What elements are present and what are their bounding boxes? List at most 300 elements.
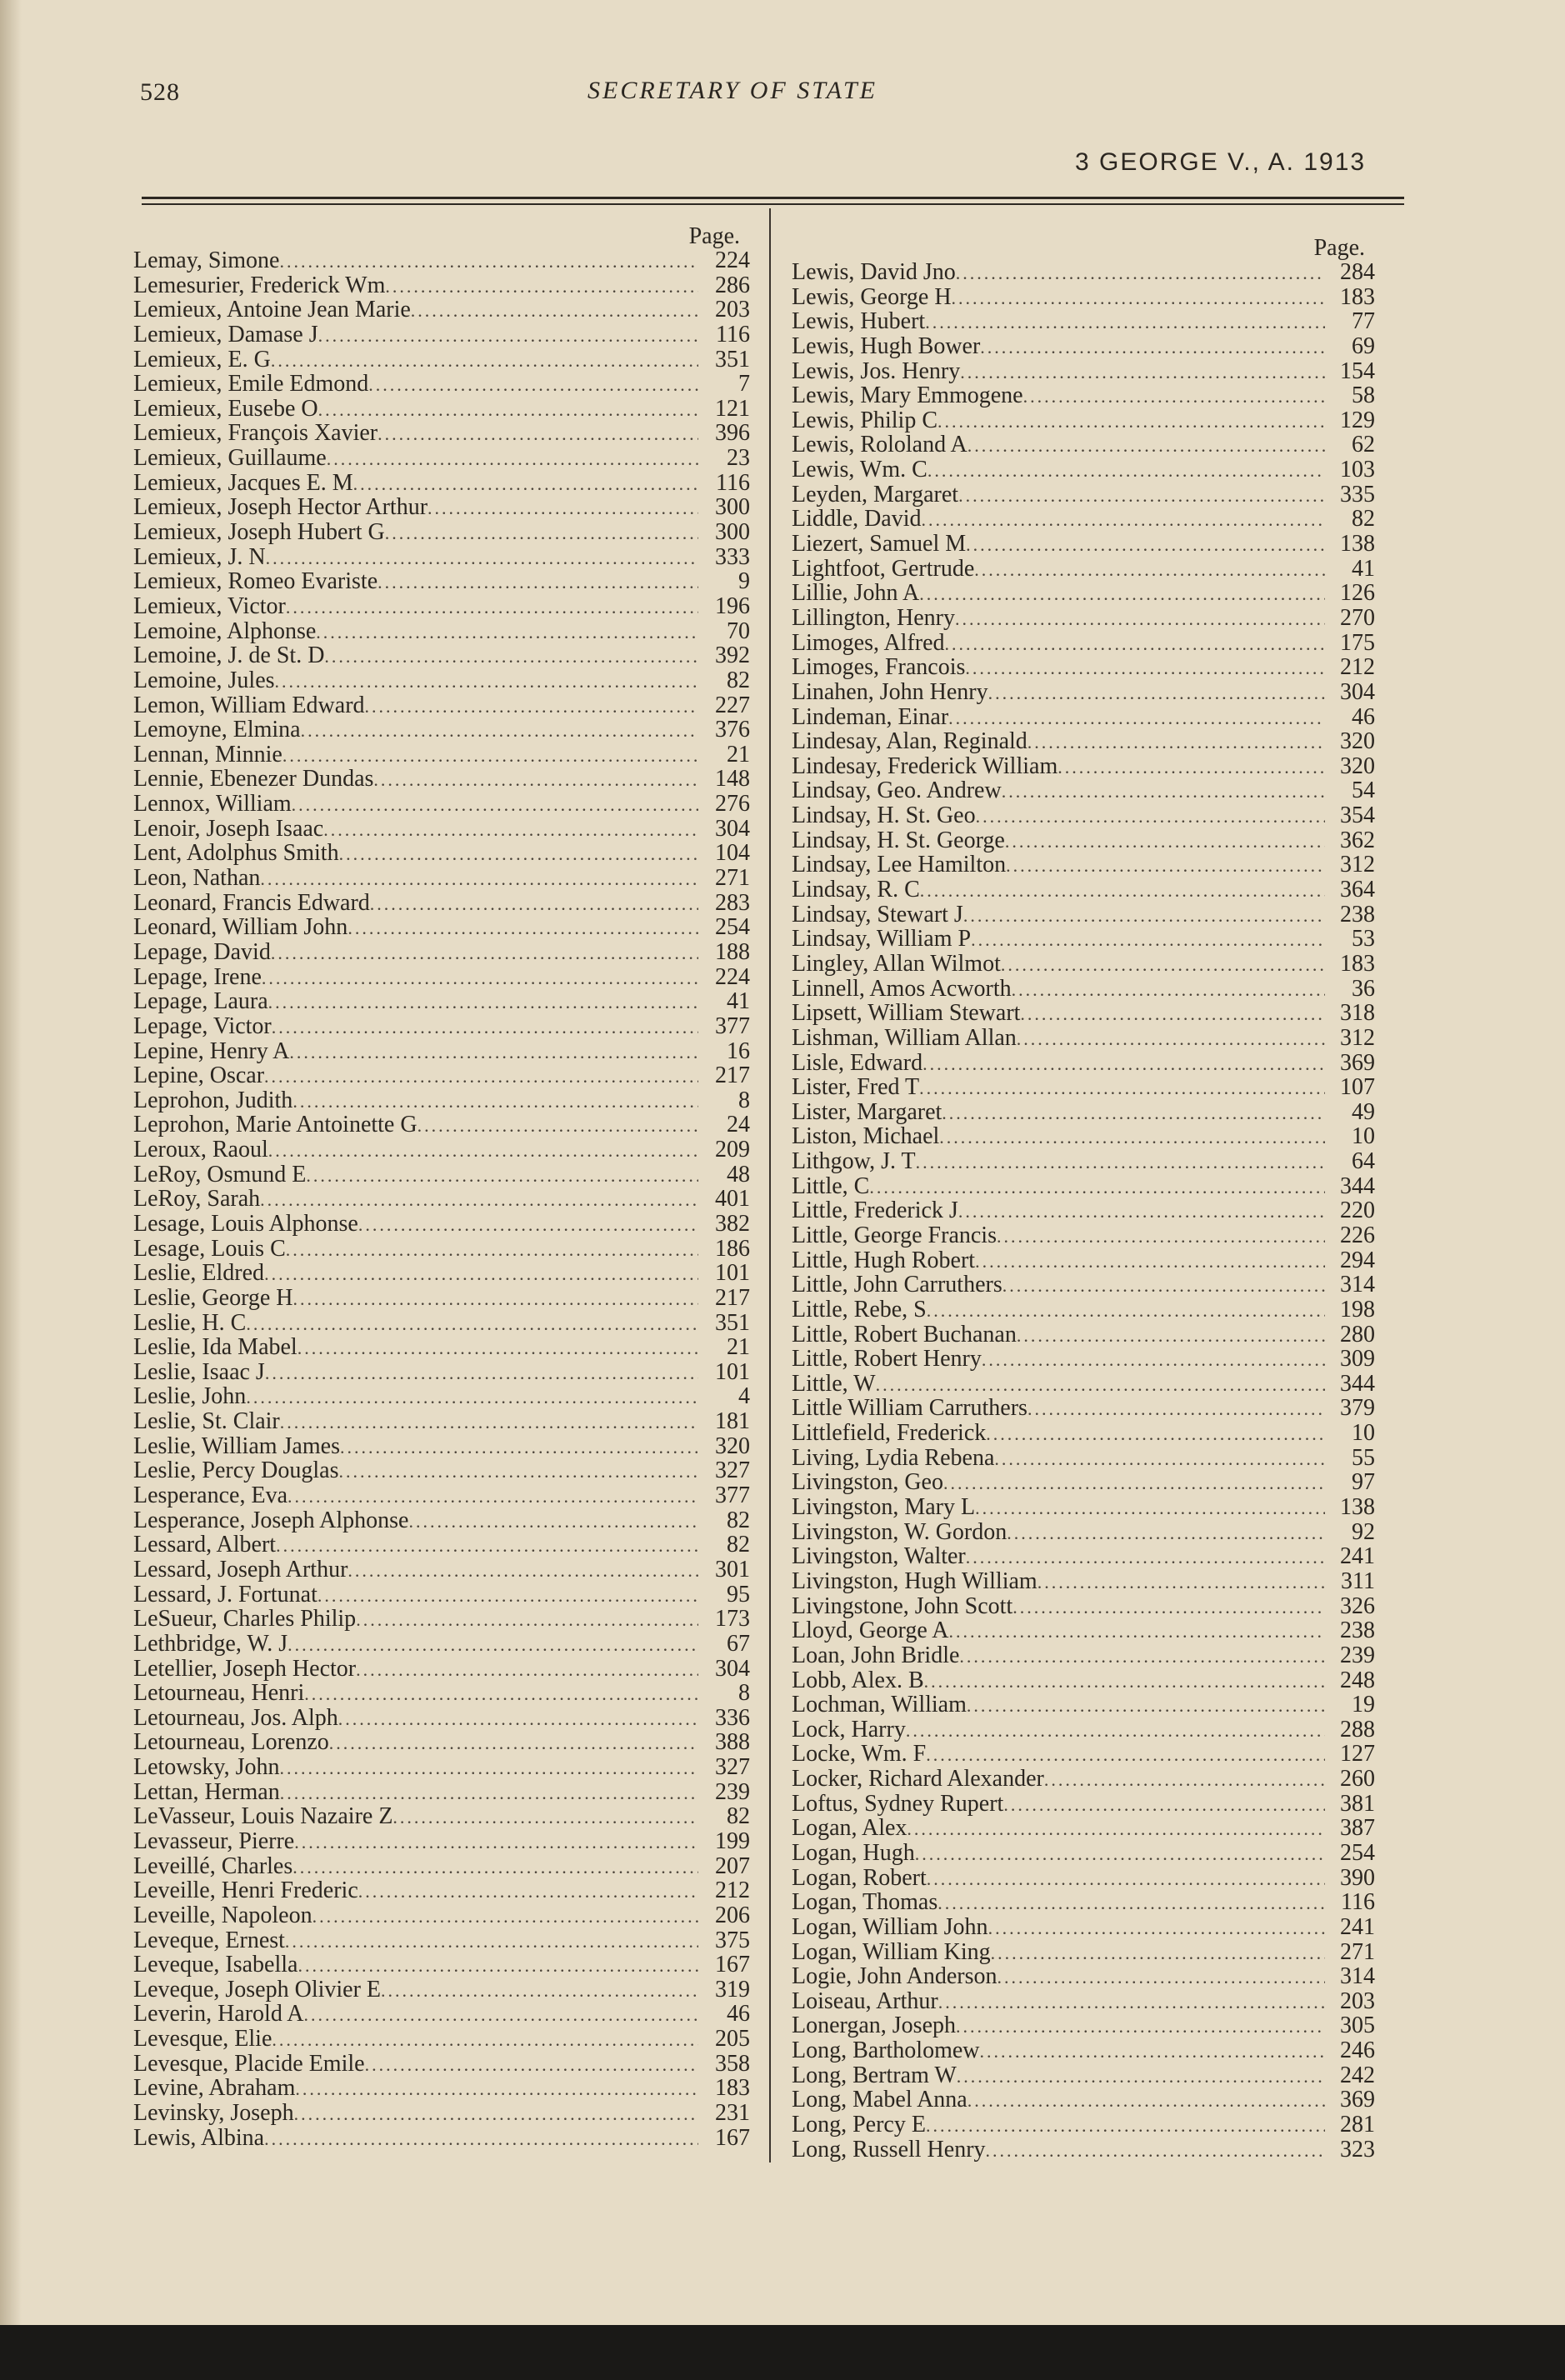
entry-name: Lewis, David Jno [792, 259, 956, 285]
entry-name: Lemieux, E. G [133, 346, 271, 372]
leader-dots [280, 1781, 698, 1805]
entry-page-number: 10 [1352, 1123, 1375, 1150]
index-entry [133, 891, 750, 916]
index-entry [133, 1878, 750, 1903]
leader-dots [926, 2113, 1325, 2138]
entry-page-number: 203 [715, 297, 750, 323]
entry-page-number: 362 [1340, 827, 1375, 853]
entry-page-number: 248 [1340, 1667, 1375, 1693]
leader-dots [368, 372, 698, 397]
leader-dots [304, 2002, 699, 2027]
leader-dots [1006, 853, 1325, 878]
leader-dots [356, 1658, 698, 1682]
leader-dots [288, 1632, 698, 1657]
entry-page-number: 54 [1352, 778, 1375, 804]
entry-page-number: 36 [1352, 975, 1375, 1002]
entry-page-number: 183 [1340, 950, 1375, 977]
index-entry [792, 1618, 1375, 1643]
leader-dots [304, 1682, 698, 1706]
leader-dots [339, 1459, 699, 1483]
entry-name: Livingston, Hugh William [792, 1568, 1038, 1594]
index-entry [133, 1434, 750, 1459]
entry-page-number: 369 [1340, 1049, 1375, 1076]
entry-page-number: 126 [1340, 580, 1375, 607]
leader-dots [919, 582, 1325, 606]
column-divider [769, 208, 771, 2162]
leader-dots [916, 1150, 1325, 1174]
leader-dots [272, 2028, 698, 2052]
entry-name: Lessard, Albert [133, 1532, 277, 1558]
leader-dots [1007, 1521, 1325, 1545]
entry-page-number: 48 [727, 1161, 750, 1188]
entry-page-number: 203 [1340, 1988, 1375, 2014]
index-entry [133, 1854, 750, 1879]
index-entry [792, 383, 1375, 408]
entry-name: Lingley, Allan Wilmot [792, 950, 1001, 977]
leader-dots [924, 1669, 1325, 1693]
entry-name: Little, John Carruthers [792, 1272, 1002, 1298]
entry-page-number: 196 [715, 592, 750, 619]
entry-name: Letourneau, Jos. Alph [133, 1704, 338, 1731]
leader-dots [971, 928, 1325, 952]
leader-dots [246, 1312, 698, 1336]
index-entry [133, 1187, 750, 1212]
entry-name: Lithgow, J. T [792, 1148, 916, 1175]
leader-dots [920, 878, 1325, 902]
entry-name: Letellier, Joseph Hector [133, 1655, 357, 1682]
index-entry [792, 1372, 1375, 1397]
entry-name: Leslie, St. Clair [133, 1408, 280, 1435]
leader-dots [293, 1287, 698, 1311]
index-entry [792, 557, 1375, 582]
entry-name: Lethbridge, W. J [133, 1630, 288, 1657]
entry-page-number: 304 [715, 1655, 750, 1682]
entry-name: Letourneau, Lorenzo [133, 1729, 329, 1756]
index-entry [133, 989, 750, 1014]
entry-name: Livingston, Geo [792, 1469, 943, 1496]
index-entry [133, 915, 750, 940]
entry-name: Leveille, Henri Frederic [133, 1878, 358, 1904]
entry-page-number: 209 [715, 1137, 750, 1163]
entry-page-number: 312 [1340, 1024, 1375, 1051]
index-list-left [133, 248, 750, 2150]
leader-dots [906, 1718, 1325, 1742]
entry-name: Lewis, Albina [133, 2124, 265, 2151]
leader-dots [1001, 952, 1325, 977]
entry-name: Leveque, Ernest [133, 1927, 285, 1953]
leader-dots [264, 2127, 698, 2151]
index-entry [792, 1742, 1375, 1767]
entry-page-number: 62 [1352, 432, 1375, 458]
entry-page-number: 241 [1340, 1913, 1375, 1940]
entry-name: Lindsay, H. St. Geo [792, 802, 976, 829]
entry-name: Lepine, Henry A [133, 1038, 290, 1064]
leader-dots [289, 1040, 698, 1064]
scan-background [0, 2325, 1565, 2380]
entry-name: Lemieux, Jacques E. M [133, 469, 353, 496]
leader-dots [385, 521, 698, 545]
entry-page-number: 305 [1340, 2012, 1375, 2039]
entry-page-number: 283 [715, 889, 750, 916]
leader-dots [955, 607, 1325, 631]
index-entry [792, 1248, 1375, 1273]
leader-dots [869, 1175, 1325, 1199]
entry-name: Lenoir, Joseph Isaac [133, 815, 324, 842]
entry-name: LeRoy, Osmund E [133, 1161, 307, 1188]
leader-dots [1005, 829, 1325, 853]
leader-dots [294, 1830, 698, 1854]
leader-dots [938, 1990, 1325, 2014]
leader-dots [272, 1015, 698, 1039]
entry-name: Lindesay, Alan, Reginald [792, 728, 1028, 755]
entry-name: Lent, Adolphus Smith [133, 840, 339, 867]
leader-dots [306, 1163, 698, 1188]
entry-page-number: 207 [715, 1852, 750, 1879]
leader-dots [295, 2077, 698, 2101]
entry-page-number: 116 [1341, 1889, 1375, 1916]
leader-dots [974, 558, 1325, 582]
index-entry [792, 1940, 1375, 1965]
page-column-label-right: Page. [1313, 235, 1365, 261]
entry-page-number: 392 [715, 642, 750, 669]
entry-page-number: 224 [715, 248, 750, 273]
leader-dots [276, 1533, 698, 1558]
entry-name: Lemoine, J. de St. D [133, 642, 325, 669]
entry-page-number: 320 [1340, 728, 1375, 755]
entry-name: Lemoine, Jules [133, 667, 275, 693]
leader-dots [260, 1188, 698, 1212]
entry-name: Livingstone, John Scott [792, 1592, 1013, 1619]
leader-dots [957, 2064, 1325, 2088]
index-entry [133, 1978, 750, 2002]
page-spine-shadow [0, 0, 22, 2325]
leader-dots [922, 1052, 1325, 1076]
entry-page-number: 246 [1340, 2038, 1375, 2064]
index-entry [792, 927, 1375, 952]
leader-dots [385, 274, 698, 298]
entry-page-number: 19 [1352, 1692, 1375, 1718]
entry-name: Loiseau, Arthur [792, 1988, 938, 2014]
entry-name: Levinsky, Joseph [133, 2100, 294, 2127]
index-entry [792, 1520, 1375, 1545]
index-entry [792, 852, 1375, 878]
entry-page-number: 351 [715, 346, 750, 372]
entry-name: Lemieux, Eusebe O [133, 395, 318, 422]
entry-page-number: 7 [738, 371, 750, 398]
leader-dots [378, 570, 698, 594]
leader-dots [279, 249, 698, 273]
leader-dots [268, 990, 698, 1014]
index-entry [792, 1866, 1375, 1891]
entry-page-number: 281 [1340, 2112, 1375, 2138]
entry-page-number: 354 [1340, 802, 1375, 829]
index-entry [133, 1532, 750, 1558]
entry-name: Leveillé, Charles [133, 1852, 293, 1879]
index-entry [133, 1014, 750, 1039]
entry-name: Long, Bertram W [792, 2062, 957, 2088]
leader-dots [980, 2039, 1325, 2063]
entry-name: Lindsay, Stewart J [792, 901, 963, 928]
entry-page-number: 301 [715, 1556, 750, 1582]
index-entry [133, 718, 750, 742]
index-entry [792, 803, 1375, 828]
entry-name: Lennie, Ebenezer Dundas [133, 766, 374, 792]
entry-name: Lemieux, Guillaume [133, 445, 327, 472]
entry-page-number: 388 [715, 1729, 750, 1756]
index-entry [133, 643, 750, 668]
entry-page-number: 351 [715, 1309, 750, 1336]
leader-dots [266, 546, 698, 570]
entry-page-number: 382 [715, 1210, 750, 1237]
index-entry [792, 1396, 1375, 1421]
leader-dots [956, 261, 1325, 285]
entry-page-number: 186 [715, 1235, 750, 1262]
entry-name: Livingston, Mary L [792, 1494, 976, 1521]
index-entry [792, 1495, 1375, 1520]
index-entry [792, 1223, 1375, 1248]
entry-page-number: 148 [715, 766, 750, 792]
leader-dots [986, 2138, 1325, 2162]
leader-dots [1012, 978, 1325, 1002]
leader-dots [967, 1693, 1325, 1718]
leader-dots [965, 656, 1325, 680]
index-entry [133, 2027, 750, 2052]
index-entry [792, 878, 1375, 902]
entry-name: Lessard, Joseph Arthur [133, 1556, 348, 1582]
index-entry [792, 2063, 1375, 2088]
entry-page-number: 41 [1352, 555, 1375, 582]
entry-page-number: 284 [1340, 259, 1375, 285]
index-entry [133, 372, 750, 397]
entry-page-number: 280 [1340, 1321, 1375, 1348]
index-entry [792, 1643, 1375, 1668]
index-entry [133, 693, 750, 718]
entry-name: Lemon, William Edward [133, 692, 365, 718]
index-entry [133, 348, 750, 372]
leader-dots [265, 1361, 698, 1385]
entry-name: Lindsay, H. St. George [792, 827, 1005, 853]
index-entry [133, 1582, 750, 1608]
index-entry [133, 1706, 750, 1731]
leader-dots [370, 892, 698, 916]
entry-name: Lishman, William Allan [792, 1024, 1017, 1051]
leader-dots [329, 1731, 698, 1755]
entry-name: Lepage, Laura [133, 988, 268, 1015]
leader-dots [282, 743, 698, 768]
entry-page-number: 9 [738, 568, 750, 595]
entry-name: Livingston, W. Gordon [792, 1518, 1008, 1545]
leader-dots [963, 903, 1325, 928]
entry-page-number: 270 [1340, 604, 1375, 631]
entry-name: Lemesurier, Frederick Wm [133, 272, 386, 298]
entry-page-number: 205 [715, 2026, 750, 2052]
entry-page-number: 333 [715, 543, 750, 570]
entry-name: Little, Robert Buchanan [792, 1321, 1017, 1348]
entry-page-number: 239 [715, 1778, 750, 1805]
entry-name: Lepage, Victor [133, 1012, 272, 1039]
entry-page-number: 387 [1340, 1815, 1375, 1842]
index-entry [133, 471, 750, 496]
entry-name: Long, Bartholomew [792, 2038, 980, 2064]
index-entry [792, 1100, 1375, 1125]
leader-dots [318, 1583, 698, 1608]
index-entry [792, 1174, 1375, 1199]
leader-dots [1017, 1027, 1325, 1051]
entry-name: Lemieux, Romeo Evariste [133, 568, 378, 595]
entry-name: Lewis, Philip C [792, 407, 938, 433]
leader-dots [260, 867, 698, 891]
index-entry [792, 705, 1375, 730]
entry-page-number: 231 [715, 2100, 750, 2127]
leader-dots [939, 1125, 1325, 1149]
leader-dots [262, 966, 698, 990]
entry-page-number: 314 [1340, 1963, 1375, 1990]
index-column-left [133, 223, 750, 2150]
entry-name: Lipsett, William Stewart [792, 1000, 1021, 1027]
leader-dots [966, 1545, 1325, 1569]
entry-name: Levine, Abraham [133, 2075, 296, 2102]
entry-page-number: 312 [1340, 852, 1375, 878]
leader-dots [292, 792, 698, 817]
leader-dots [418, 1113, 698, 1138]
entry-page-number: 254 [1340, 1840, 1375, 1866]
leader-dots [286, 595, 698, 619]
leader-dots [316, 620, 698, 644]
entry-name: Leverin, Harold A [133, 2001, 304, 2028]
index-list-right [792, 260, 1375, 2162]
index-entry [133, 1112, 750, 1138]
index-entry [133, 2101, 750, 2126]
entry-name: Leonard, William John [133, 914, 348, 941]
index-entry [133, 1409, 750, 1434]
entry-page-number: 82 [727, 1532, 750, 1558]
index-entry [792, 606, 1375, 631]
entry-page-number: 390 [1340, 1864, 1375, 1891]
entry-page-number: 376 [715, 717, 750, 743]
entry-name: Little, W [792, 1370, 876, 1397]
index-entry [133, 1335, 750, 1360]
index-entry [792, 408, 1375, 433]
entry-page-number: 377 [715, 1482, 750, 1509]
entry-name: Lister, Fred T [792, 1074, 920, 1101]
leader-dots [408, 1509, 698, 1533]
entry-page-number: 188 [715, 938, 750, 965]
entry-name: Logan, William King [792, 1938, 991, 1965]
leader-dots [1044, 1768, 1325, 1792]
leader-dots [1002, 779, 1325, 803]
entry-name: Lemieux, Victor [133, 592, 286, 619]
entry-page-number: 129 [1340, 407, 1375, 433]
entry-name: Liston, Michael [792, 1123, 940, 1150]
index-entry [792, 1989, 1375, 2014]
entry-name: Leveille, Napoleon [133, 1902, 312, 1928]
entry-name: Lemieux, Antoine Jean Marie [133, 297, 411, 323]
index-entry [133, 668, 750, 693]
entry-name: Leprohon, Judith [133, 1087, 293, 1113]
entry-name: Leslie, John [133, 1383, 247, 1410]
entry-page-number: 92 [1352, 1518, 1375, 1545]
entry-page-number: 271 [715, 865, 750, 892]
entry-page-number: 286 [715, 272, 750, 298]
index-entry [133, 1952, 750, 1978]
entry-page-number: 198 [1340, 1296, 1375, 1322]
leader-dots [988, 1916, 1325, 1940]
entry-page-number: 206 [715, 1902, 750, 1928]
entry-name: Long, Percy E [792, 2112, 926, 2138]
entry-page-number: 226 [1340, 1222, 1375, 1248]
entry-name: Leveque, Joseph Olivier E [133, 1976, 382, 2002]
index-entry [792, 1816, 1375, 1841]
index-entry [792, 507, 1375, 532]
index-entry [133, 298, 750, 322]
entry-name: Lesage, Louis C [133, 1235, 286, 1262]
index-entry [133, 1755, 750, 1780]
index-entry [133, 1829, 750, 1854]
leader-dots [298, 1953, 698, 1978]
index-entry [792, 902, 1375, 928]
entry-page-number: 320 [1340, 752, 1375, 779]
leader-dots [271, 941, 698, 965]
entry-name: Leon, Nathan [133, 865, 261, 892]
entry-page-number: 319 [715, 1976, 750, 2002]
index-entry [133, 965, 750, 990]
index-entry [792, 1668, 1375, 1693]
page-number: 528 [140, 78, 180, 106]
entry-page-number: 320 [715, 1432, 750, 1459]
index-entry [792, 1964, 1375, 1989]
entry-name: Loftus, Sydney Rupert [792, 1790, 1004, 1817]
entry-name: Lewis, Hubert [792, 308, 926, 335]
leader-dots [927, 1298, 1325, 1322]
leader-dots [927, 1867, 1325, 1891]
index-entry [792, 1051, 1375, 1076]
index-entry [133, 322, 750, 348]
entry-page-number: 8 [738, 1680, 750, 1707]
entry-name: Livingston, Walter [792, 1543, 966, 1570]
index-entry [133, 1903, 750, 1928]
entry-name: Locke, Wm. F [792, 1741, 927, 1768]
index-entry [133, 1730, 750, 1755]
leader-dots [301, 718, 698, 742]
entry-page-number: 138 [1340, 531, 1375, 558]
entry-page-number: 183 [1340, 283, 1375, 310]
index-entry [133, 1063, 750, 1088]
leader-dots [876, 1372, 1325, 1397]
leader-dots [271, 348, 698, 372]
entry-page-number: 336 [715, 1704, 750, 1731]
index-entry [792, 532, 1375, 557]
entry-name: Linahen, John Henry [792, 678, 988, 705]
leader-dots [997, 1224, 1325, 1248]
entry-name: LeSueur, Charles Philip [133, 1606, 357, 1632]
entry-page-number: 8 [738, 1087, 750, 1113]
entry-page-number: 167 [715, 2124, 750, 2151]
leader-dots [982, 1348, 1325, 1372]
leader-dots [246, 1385, 698, 1409]
entry-page-number: 154 [1340, 358, 1375, 384]
index-entry [792, 432, 1375, 458]
entry-name: Linnell, Amos Acworth [792, 975, 1012, 1002]
index-entry [133, 446, 750, 471]
index-entry [792, 1890, 1375, 1915]
entry-name: Levesque, Elie [133, 2026, 272, 2052]
leader-dots [1012, 1595, 1325, 1619]
entry-name: Lesperance, Eva [133, 1482, 288, 1509]
entry-name: Lewis, Wm. C [792, 457, 928, 483]
entry-page-number: 304 [715, 815, 750, 842]
leader-dots [926, 1742, 1325, 1767]
index-entry [133, 767, 750, 792]
